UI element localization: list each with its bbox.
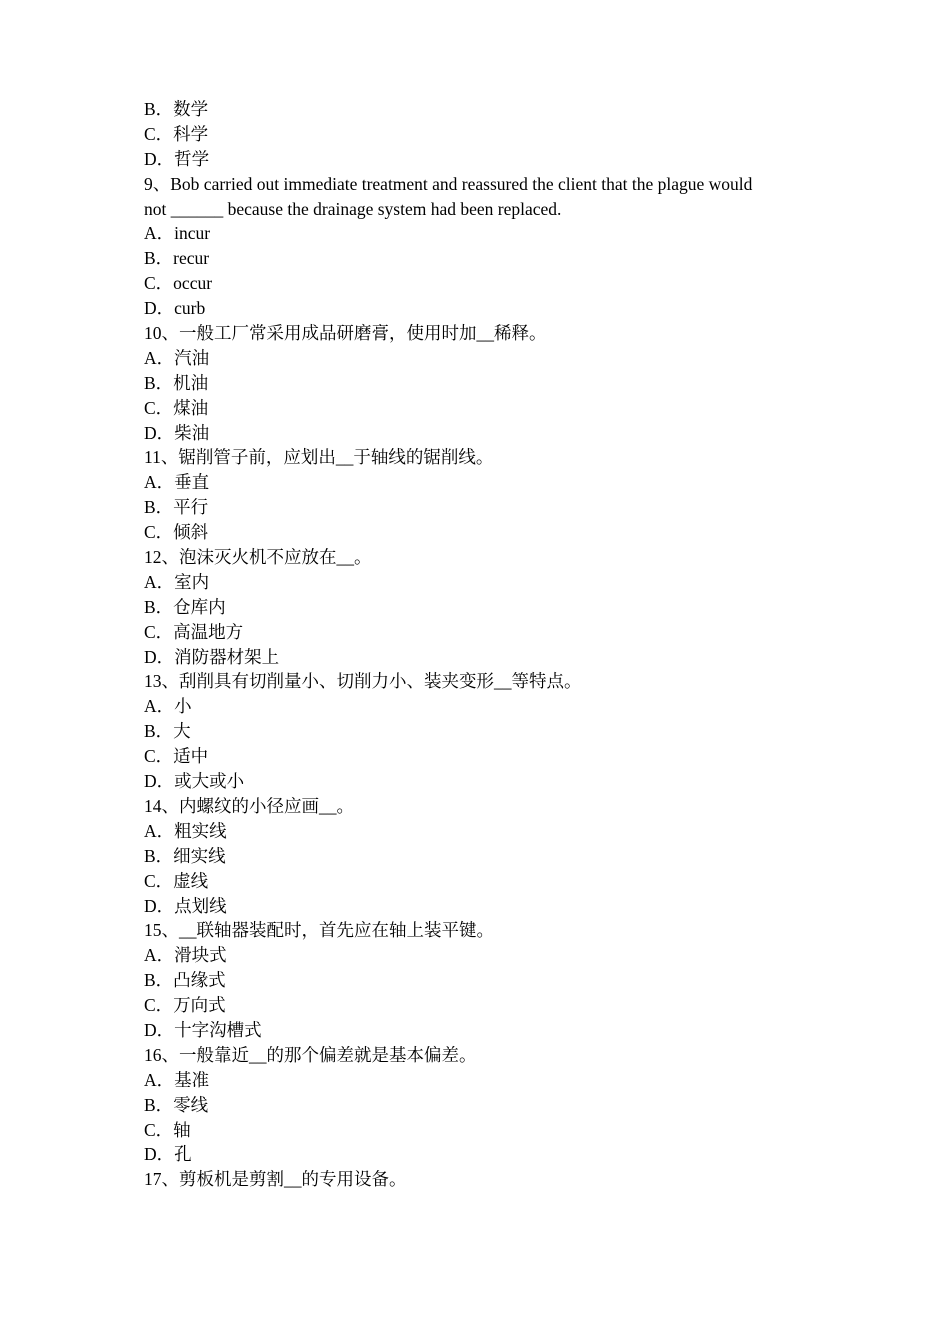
option-line: D．柴油 [144, 422, 210, 443]
option-line: A．汽油 [144, 347, 210, 368]
option-line: B．数学 [144, 99, 209, 119]
option-line: B．凸缘式 [144, 970, 226, 991]
question-10-stem: 10、一般工厂常采用成品研磨膏，使用时加__稀释。 [144, 323, 547, 344]
option-line: D．curb [144, 298, 206, 319]
option-line: B．细实线 [144, 845, 226, 866]
option-line: D．十字沟槽式 [144, 1019, 262, 1040]
option-line: D．孔 [144, 1144, 192, 1165]
option-line: D．或大或小 [144, 771, 245, 792]
question-14-stem: 14、内螺纹的小径应画__。 [144, 795, 354, 816]
question-9-stem-line-2: not ______ because the drainage system had been replaced. [144, 198, 562, 219]
question-16-stem: 16、一般靠近__的那个偏差就是基本偏差。 [144, 1044, 477, 1065]
document-body [144, 97, 814, 1192]
option-line: D．哲学 [144, 148, 210, 169]
option-line: C．煤油 [144, 397, 209, 418]
question-9-stem-line-1: 9、Bob carried out immediate treatment and reassured the client that the plague would [144, 173, 753, 194]
option-line: C．occur [144, 273, 213, 294]
option-line: B．recur [144, 248, 210, 269]
option-line: C．万向式 [144, 995, 226, 1016]
question-17-stem: 17、剪板机是剪割__的专用设备。 [144, 1169, 407, 1190]
option-line: C．适中 [144, 746, 209, 767]
option-line: A．incur [144, 223, 211, 244]
option-line: A．滑块式 [144, 945, 227, 966]
option-line: A．垂直 [144, 472, 210, 493]
option-line: C．倾斜 [144, 522, 209, 543]
option-line: C．高温地方 [144, 621, 244, 642]
option-line: B．零线 [144, 1094, 209, 1115]
option-line: A．小 [144, 696, 192, 717]
option-line: B．大 [144, 721, 191, 742]
question-15-stem: 15、__联轴器装配时，首先应在轴上装平键。 [144, 920, 494, 941]
option-line: A．基准 [144, 1069, 210, 1090]
option-line: C．轴 [144, 1119, 191, 1140]
option-line: B．仓库内 [144, 596, 226, 617]
option-line: B．平行 [144, 497, 209, 518]
option-line: C．科学 [144, 123, 209, 144]
question-13-stem: 13、刮削具有切削量小、切削力小、装夹变形__等特点。 [144, 671, 582, 692]
option-line: A．室内 [144, 571, 210, 592]
option-line: D．消防器材架上 [144, 646, 280, 667]
option-line: C．虚线 [144, 870, 209, 891]
option-line: A．粗实线 [144, 820, 227, 841]
option-line: B．机油 [144, 372, 209, 393]
question-11-stem: 11、锯削管子前，应划出__于轴线的锯削线。 [144, 447, 494, 468]
question-12-stem: 12、泡沫灭火机不应放在__。 [144, 547, 372, 568]
option-line: D．点划线 [144, 895, 227, 916]
